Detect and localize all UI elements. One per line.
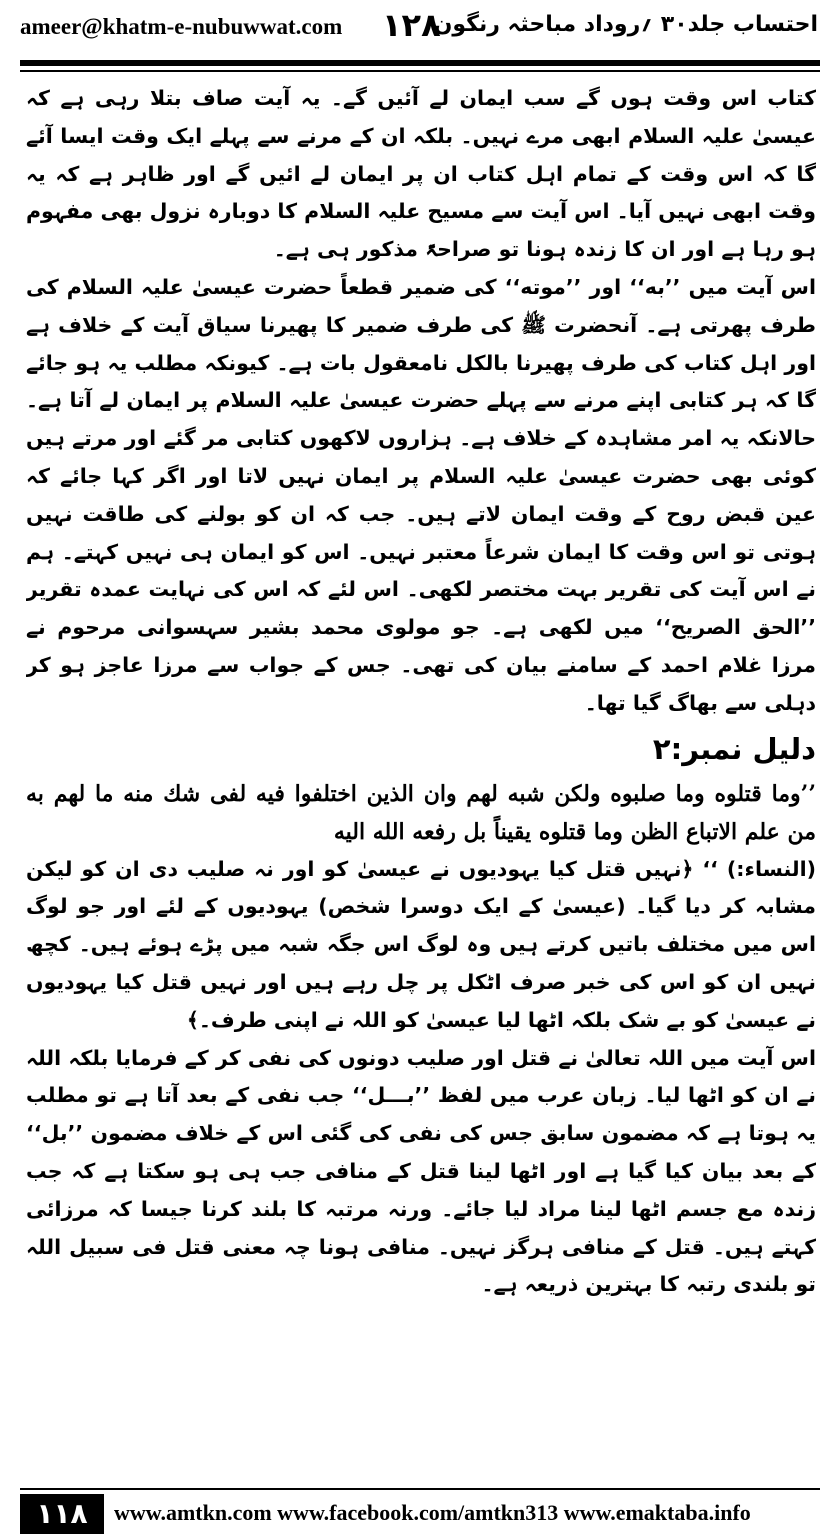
paragraph-1: کتاب اس وقت ہوں گے سب ایمان لے آئیں گے۔ یہ آیت صاف بتلا رہی ہے کہ عیسیٰ علیہ السلام ابھی مرے نہیں۔ بلکہ ان کے مرنے سے پہلے ایک وقت ایسا آئے گا کہ اس وقت کے تمام اہل کتاب ان پر ایمان لے ائیں گے اور ظاہر ہے کہ یہ وقت ابھی نہیں آیا۔ اس آیت سے مسیح علیہ السلام کا دوبارہ نزول بھی مفہوم ہو رہا ہے اور ان کا زندہ ہونا تو صراحۃً مذکور ہی ہے۔ xyxy=(26,86,816,262)
footer-websites: www.amtkn.com www.facebook.com/amtkn313 www.emaktaba.info xyxy=(114,1500,751,1525)
paragraph-2: اس آیت میں ’’به‘‘ اور ’’موته‘‘ کی ضمیر قطعاً حضرت عیسیٰ علیہ السلام کی طرف پھرتی ہے۔ آنحضرت ﷺ کی طرف ضمیر کا پھیرنا سیاق آیت کے خلاف ہے اور اہل کتاب کی طرف پھیرنا بالکل نامعقول بات ہے۔ کیونکہ مطلب یہ ہو جائے گا کہ ہر کتابی اپنے مرنے سے پہلے حضرت عیسیٰ علیہ السلام پر ایمان لے آتا ہے۔ حالانکہ یہ امر مشاہدہ کے خلاف ہے۔ ہزاروں لاکھوں کتابی مر گئے اور مرتے ہیں کوئی بھی حضرت عیسیٰ علیہ السلام پر ایمان نہیں لاتا اور اگر کہا جائے کہ عین قبض روح کے وقت ایمان لاتے ہیں۔ جب کہ ان کو بولنے کی طاقت نہیں ہوتی تو اس وقت کا ایمان شرعاً معتبر نہیں۔ اس کو ایمان ہی نہیں کہتے۔ ہم نے اس آیت کی تقریر بہت مختصر لکھی۔ اس لئے کہ اس کی نہایت عمدہ تقریر ’’الحق الصریح‘‘ میں لکھی ہے۔ جو مولوی محمد بشیر سہسوانی مرحوم نے مرزا غلام احمد کے سامنے بیان کی تھی۔ جس کے جواب سے مرزا عاجز ہو کر دہلی سے بھاگ گیا تھا۔ xyxy=(26,274,816,715)
footer-rule xyxy=(20,1488,820,1490)
header-email: ameer@khatm-e-nubuwwat.com xyxy=(20,14,343,39)
page-header xyxy=(0,0,840,60)
header-page-number: ۱۲۸ xyxy=(382,6,441,44)
page-footer xyxy=(0,1488,840,1540)
section-heading: دلیل نمبر:۲ xyxy=(652,731,816,766)
arabic-verse: ’’وما قتلوه وما صلبوه ولكن شبه لهم وان الذين اختلفوا فيه لفى شك منه ما لهم به من علم الاتباع الظن وما قتلوه يقيناً بل رفعه الله اليه xyxy=(26,780,816,845)
header-rule-thin xyxy=(20,70,820,72)
footer-page-number: ۱۱۸ xyxy=(20,1494,104,1534)
verse-translation: (النساء:) ‘‘ ﴿نہیں قتل کیا یہودیوں نے عیسیٰ کو اور نہ صلیب دی ان کو لیکن مشابہ کر دیا گیا۔ (عیسیٰ کے ایک دوسرا شخص) یہودیوں کے لئے اور جو لوگ اس میں مختلف باتیں کرتے ہیں وہ لوگ اس جگہ شبہ میں پڑے ہوئے ہیں۔ کچھ نہیں ان کو اس کی خبر صرف اٹکل پر چل رہے ہیں اور نہیں قتل کیا یہودیوں نے عیسیٰ کو بے شک بلکہ اٹھا لیا عیسیٰ کو اللہ نے اپنی طرف۔﴾ xyxy=(26,856,816,1032)
page-body xyxy=(26,80,816,1475)
header-rule-thick xyxy=(20,60,820,66)
paragraph-3: اس آیت میں اللہ تعالیٰ نے قتل اور صلیب دونوں کی نفی کر کے فرمایا بلکہ اللہ نے ان کو اٹھا لیا۔ زبان عرب میں لفظ ’’بـــل‘‘ جب نفی کے بعد آتا ہے تو مطلب یہ ہوتا ہے کہ مضمون سابق جس کی نفی کی گئی اس کے خلاف مضمون ’’بل‘‘ کے بعد بیان کیا گیا ہے اور اٹھا لینا قتل کے منافی جب ہی ہو سکتا ہے کہ جب زندہ مع جسم اٹھا لینا مراد لیا جائے۔ ورنہ مرتبہ کا بلند کرنا جیسا کہ مرزائی کہتے ہیں۔ قتل کے منافی ہرگز نہیں۔ منافی ہونا چہ معنی قتل فی سبیل اللہ تو بلندی رتبہ کا بہترین ذریعہ ہے۔ xyxy=(26,1045,816,1297)
header-book-title: احتساب جلد۳۰ ؍روداد مباحثہ رنگون xyxy=(433,12,818,37)
